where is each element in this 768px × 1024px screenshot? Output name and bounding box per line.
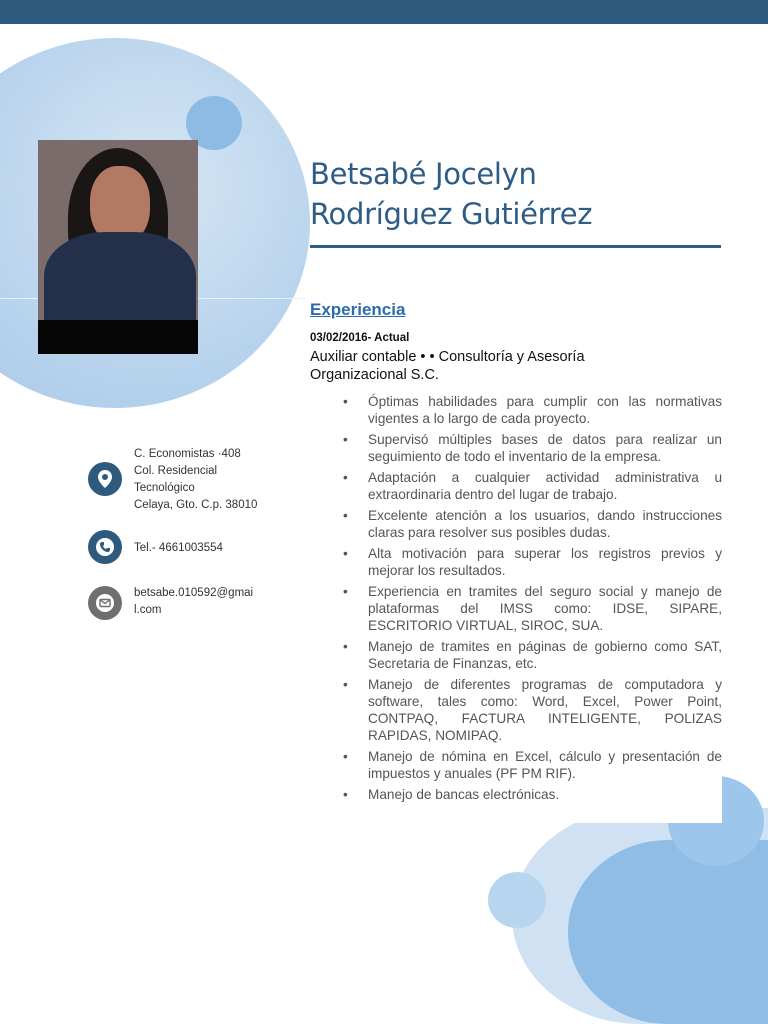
name-underline [310,245,721,248]
experience-date: 03/02/2016- Actual [310,332,410,344]
decorative-circle-bottom-mid [568,840,768,1024]
decorative-circle-bottom-small [488,872,546,928]
list-item: • Adaptación a cualquier actividad administrativa u extraordinaria dentro del lugar de trabajo. [340,469,722,503]
list-item: • Manejo de nómina en Excel, cálculo y presentación de impuestos y anuales (PF PM RIF). [340,748,722,782]
phone-number: Tel.- 4661003554 [134,542,223,554]
list-item: • Manejo de bancas electrónicas. [340,786,722,803]
email-block [134,585,253,619]
address-line: Celaya, Gto. C.p. 38010 [134,499,258,511]
role-line-2: Organizacional S.C. [310,367,439,383]
email-line: betsabe.010592@gmai [134,587,254,599]
candidate-name [310,154,720,234]
experience-heading: Experiencia [310,300,406,319]
name-line-2: Rodríguez Gutiérrez [310,197,593,231]
name-line-1: Betsabé Jocelyn [310,157,537,191]
list-item: • Supervisó múltiples bases de datos para realizar un seguimiento de todo el inventario de la empresa. [340,431,722,465]
profile-photo [38,140,198,354]
address-block [134,446,257,514]
experience-role [310,348,650,384]
list-item: • Alta motivación para superar los registros previos y mejorar los resultados. [340,545,722,579]
email-line: l.com [134,604,162,616]
address-line: Col. Residencial [134,465,218,477]
list-item: • Manejo de diferentes programas de computadora y software, tales como: Word, Excel, Power Point, CONTPAQ, FACTURA INTELIGENTE, POLIZAS RAPIDAS, NOMIPAQ. [340,676,722,744]
map-pin-icon [88,462,122,496]
address-line: Tecnológico [134,482,195,494]
top-bar [0,0,768,24]
role-line-1: Auxiliar contable • • Consultoría y Asesoría [310,349,585,365]
address-line: C. Economistas ·408 [134,448,241,460]
list-item: • Excelente atención a los usuarios, dando instrucciones claras para resolver sus posibles dudas. [340,507,722,541]
experience-bullets [340,393,722,823]
list-item: • Óptimas habilidades para cumplir con las normativas vigentes a lo largo de cada proyecto. [340,393,722,427]
list-item: • Experiencia en tramites del seguro social y manejo de plataformas del IMSS como: IDSE, SIPARE, ESCRITORIO VIRTUAL, SIROC, SUA. [340,583,722,634]
envelope-icon [88,586,122,620]
list-item: • Manejo de tramites en páginas de gobierno como SAT, Secretaria de Finanzas, etc. [340,638,722,672]
phone-icon [88,530,122,564]
